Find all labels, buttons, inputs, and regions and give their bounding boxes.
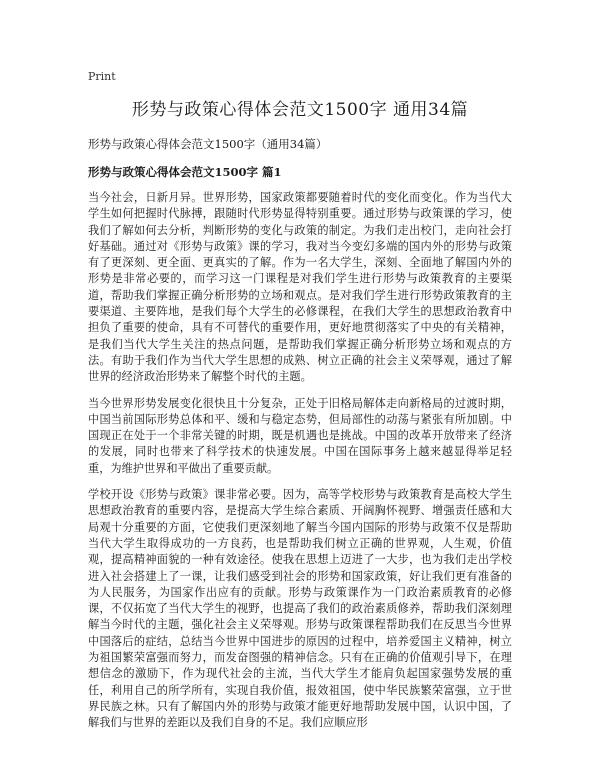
body-paragraph-1: 当今社会，日新月异。世界形势，国家政策都要随着时代的变化而变化。作为当代大学生如何把握时代脉搏，跟随时代形势显得特别重要。通过形势与政策课的学习，使我们了解如何去分析，判断形势的变化与政策的制定。为我们走出校门，走向社会打好基础。通过对《形势与政策》课的学习，我对当今变幻多端的国内外的形势与政策有了更深刻、更全面、更真实的了解。作为一名大学生，深刻、全面地了解国内外的形势是非常必要的，而学习这一门课程是对我们学生进行形势与政策教育的主要渠道，帮助我们掌握正确分析形势的立场和观点。是对我们学生进行形势政策教育的主要渠道、主要阵地，是我们每个大学生的必修课程，在我们大学生的思想政治教育中担负了重要的使命，具有不可替代的重要作用，更好地贯彻落实了中央的有关精神，是我们当代大学生关注的热点问题，是帮助我们掌握正确分析形势立场和观点的方法。有助于我们作为当代大学生思想的成熟、树立正确的社会主义荣辱观，通过了解世界的经济政治形势来了解整个时代的主题。 — [88, 191, 512, 384]
document-subtitle: 形势与政策心得体会范文1500字（通用34篇） — [88, 137, 328, 151]
print-link[interactable]: Print — [88, 70, 116, 83]
section-heading: 形势与政策心得体会范文1500字 篇1 — [88, 165, 282, 179]
document-title: 形势与政策心得体会范文1500字 通用34篇 — [131, 100, 469, 120]
body-paragraph-2: 当今世界形势发展变化很快且十分复杂，正处于旧格局解体走向新格局的过渡时期，中国当前国际形势总体和平、缓和与稳定态势，但局部性的动荡与紧张有所加剧。中国现正在处于一个非常关键的时期，既是机遇也是挑战。中国的改革开放带来了经济的发展，同时也带来了科学技术的快速发展。中国在国际事务上越来越显得举足轻重，为维护世界和平做出了重要贡献。 — [88, 396, 512, 475]
body-paragraph-3: 学校开设《形势与政策》课非常必要。因为，高等学校形势与政策教育是高校大学生思想政治教育的重要内容，是提高大学生综合素质、开阔胸怀视野、增强责任感和大局观十分重要的方面，它使我们更深刻地了解当今国内国际的形势与政策不仅是帮助当代大学生取得成功的一方良药，也是帮助我们树立正确的世界观，人生观，价值观，提高精神面貌的一种有效途径。使我在思想上迈进了一大步，也为我们走出学校进入社会搭建上了一课，让我们感受到社会的形势和国家政策，好让我们更有准备的为人民服务，为国家作出应有的贡献。形势与政策课作为一门政治素质教育的必修课，不仅拓宽了当代大学生的视野，也提高了我们的政治素质修养，帮助我们深刻理解当今时代的主题，强化社会主义荣辱观。形势与政策课程帮助我们在反思当今世界中国落后的症结，总结当今世界中国进步的原因的过程中，培养爱国主义精神，树立为祖国繁荣富强而努力，而发奋图强的精神信念。只有在正确的价值观引导下，在理想信念的激励下，作为现代社会的主流，当代大学生才能肩负起国家强势发展的重任，利用自己的所学所有，实现自我价值，报效祖国，使中华民族繁荣富强，立于世界民族之林。只有了解国内外的形势与政策才能更好地帮助发展中国，认识中国，了解我们与世界的差距以及我们自身的不足。我们应顺应形 — [88, 488, 512, 730]
